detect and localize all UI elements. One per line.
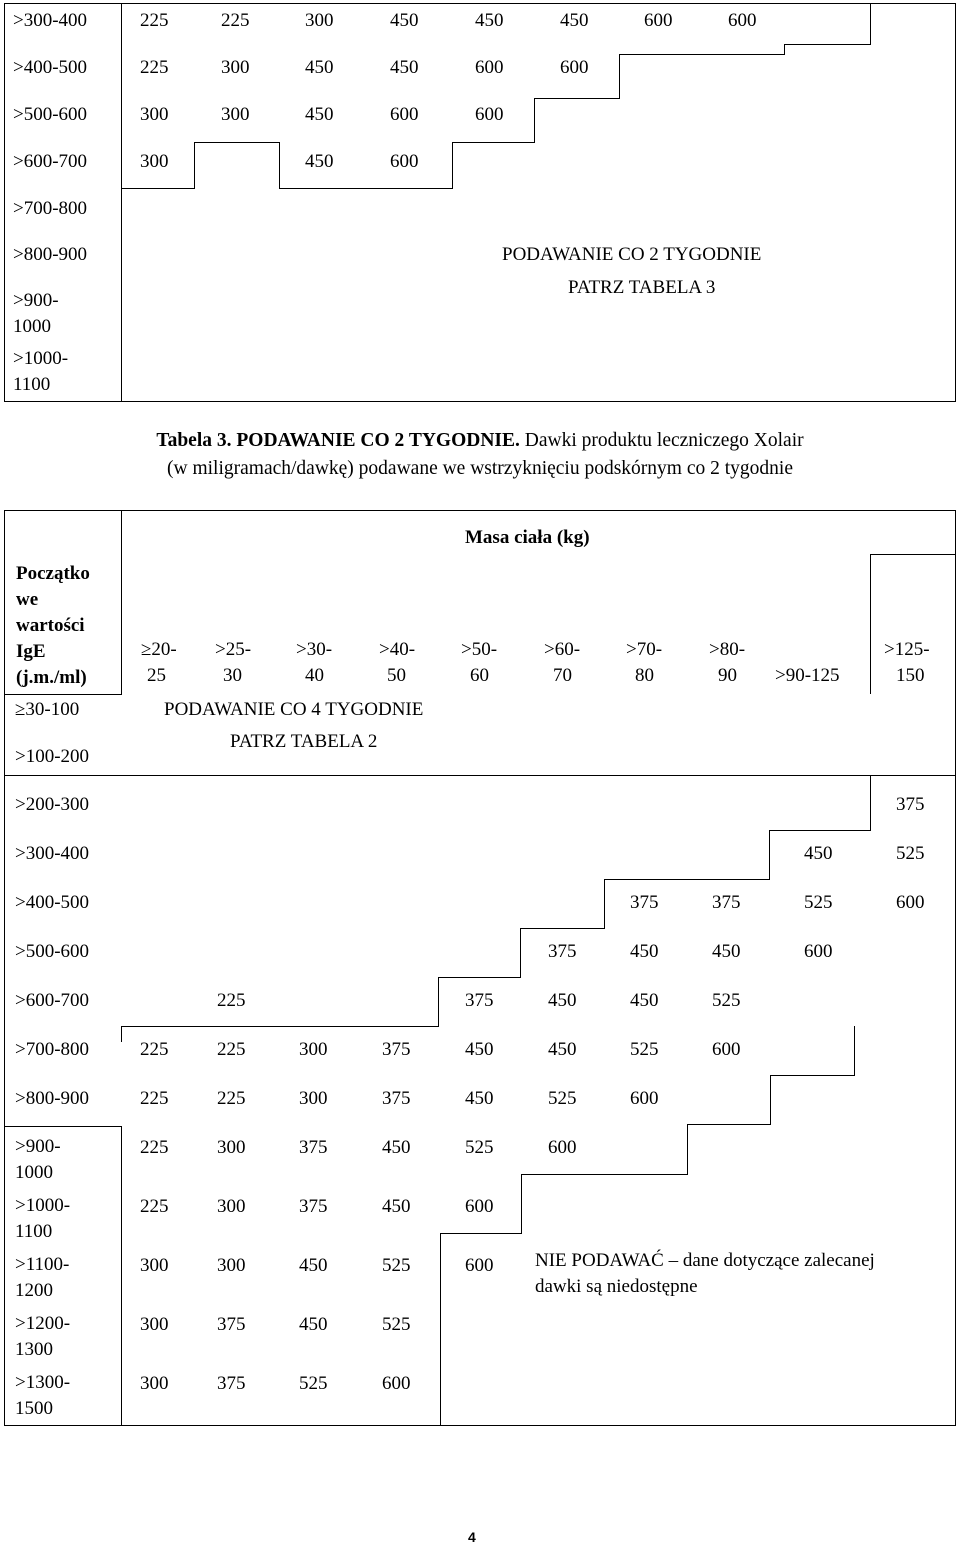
dose-cell: 600	[804, 941, 833, 962]
weight-column-header: >30-	[296, 639, 333, 660]
dose-cell: 375	[896, 794, 925, 815]
row-label: >600-700	[15, 990, 90, 1011]
stair-line	[194, 142, 280, 143]
stair-line	[604, 879, 605, 928]
weight-column-header: 25	[147, 665, 166, 686]
stair-line	[687, 1124, 688, 1174]
dose-cell: 375	[299, 1196, 328, 1217]
row-label: >300-400	[15, 843, 90, 864]
dose-cell: 225	[221, 10, 250, 31]
dose-cell: 375	[382, 1039, 411, 1060]
row-label: 1200	[15, 1280, 53, 1301]
table-3-caption	[0, 427, 960, 483]
row-header-line: Początko	[16, 563, 90, 584]
dose-cell: 525	[465, 1137, 494, 1158]
stair-line	[619, 54, 620, 98]
row-header-line: (j.m./ml)	[16, 667, 87, 688]
row-label: >1100-	[15, 1254, 70, 1275]
dose-cell: 300	[140, 1373, 169, 1394]
dose-cell: 300	[140, 1314, 169, 1335]
stair-line	[687, 1124, 771, 1125]
dose-cell: 525	[896, 843, 925, 864]
every-2-weeks-note: PODAWANIE CO 2 TYGODNIE	[502, 244, 762, 265]
stair-line	[194, 142, 195, 188]
dose-cell: 600	[390, 151, 419, 172]
no-dose-label: NIE PODAWAĆ	[535, 1250, 664, 1271]
stair-line	[520, 928, 521, 977]
dose-cell: 375	[217, 1373, 246, 1394]
no-dose-text: – dane dotyczące zalecanej dawki są niedostępne	[535, 1250, 875, 1297]
weight-column-header: 150	[896, 665, 925, 686]
dose-cell: 450	[560, 10, 589, 31]
no-dose-data-note	[535, 1248, 885, 1300]
dose-cell: 450	[382, 1137, 411, 1158]
dose-cell: 225	[217, 990, 246, 1011]
row-label: >400-500	[13, 57, 88, 78]
stair-line	[854, 1026, 855, 1075]
row-label: >200-300	[15, 794, 90, 815]
dose-cell: 600	[712, 1039, 741, 1060]
stair-line	[784, 44, 785, 54]
row-label: >100-200	[15, 746, 90, 767]
dose-cell: 450	[305, 57, 334, 78]
row-label: 1000	[15, 1162, 53, 1183]
row-label: 1500	[15, 1398, 53, 1419]
stair-line	[440, 1233, 441, 1426]
header-divider	[4, 694, 122, 695]
dose-cell: 450	[475, 10, 504, 31]
weight-column-header: 50	[387, 665, 406, 686]
dose-cell: 225	[140, 57, 169, 78]
row-label: >900-	[13, 290, 59, 311]
row-divider	[4, 775, 956, 776]
stair-line	[438, 977, 521, 978]
dose-cell: 375	[630, 892, 659, 913]
column-divider	[121, 1126, 122, 1426]
dose-cell: 525	[299, 1373, 328, 1394]
weight-column-header: >70-	[626, 639, 663, 660]
dose-cell: 225	[140, 10, 169, 31]
row-divider	[4, 1126, 122, 1127]
dose-cell: 450	[630, 941, 659, 962]
dose-cell: 450	[299, 1255, 328, 1276]
row-label: 1100	[15, 1221, 53, 1242]
dose-cell: 375	[465, 990, 494, 1011]
dose-cell: 600	[644, 10, 673, 31]
stair-line	[121, 1026, 439, 1027]
caption-subtitle: (w miligramach/dawkę) podawane we wstrzyknięciu podskórnym co 2 tygodnie	[167, 458, 793, 479]
dose-cell: 450	[630, 990, 659, 1011]
dose-cell: 600	[475, 57, 504, 78]
weight-column-header: 60	[470, 665, 489, 686]
dose-cell: 450	[382, 1196, 411, 1217]
row-label: 1100	[13, 374, 51, 395]
stair-line	[769, 830, 770, 879]
column-group-header: Masa ciała (kg)	[465, 527, 590, 548]
weight-column-header: >40-	[379, 639, 416, 660]
stair-line	[438, 977, 439, 1026]
dose-cell: 525	[548, 1088, 577, 1109]
stair-line	[521, 1174, 522, 1233]
weight-column-header: 40	[305, 665, 324, 686]
table-border	[4, 3, 956, 4]
weight-column-header: 90	[718, 665, 737, 686]
dose-cell: 450	[804, 843, 833, 864]
row-label: >500-600	[15, 941, 90, 962]
caption-text: Dawki produktu leczniczego Xolair	[519, 430, 804, 451]
dose-cell: 450	[548, 1039, 577, 1060]
weight-column-header: >25-	[215, 639, 252, 660]
column-divider	[121, 510, 122, 694]
stair-line	[440, 1233, 522, 1234]
caption-title: Tabela 3. PODAWANIE CO 2 TYGODNIE.	[156, 430, 520, 451]
dose-cell: 225	[217, 1039, 246, 1060]
stair-line	[619, 54, 785, 55]
dose-cell: 225	[140, 1039, 169, 1060]
row-label: >400-500	[15, 892, 90, 913]
weight-column-header: >90-125	[775, 665, 840, 686]
dose-cell: 450	[465, 1039, 494, 1060]
stair-line	[121, 1026, 122, 1042]
dose-cell: 600	[475, 104, 504, 125]
dose-cell: 300	[217, 1196, 246, 1217]
dose-cell: 450	[390, 57, 419, 78]
dose-cell: 450	[390, 10, 419, 31]
stair-line	[520, 928, 605, 929]
dose-cell: 375	[712, 892, 741, 913]
table-border	[4, 3, 5, 402]
stair-line	[279, 142, 280, 188]
stair-line	[279, 188, 453, 189]
weight-column-header: 80	[635, 665, 654, 686]
row-label: 1300	[15, 1339, 53, 1360]
see-table-2-note: PATRZ TABELA 2	[230, 731, 378, 752]
table-border	[4, 401, 956, 402]
stair-line	[770, 1075, 771, 1124]
row-label: >1000-	[13, 348, 69, 369]
stair-line	[534, 98, 620, 99]
dose-cell: 600	[630, 1088, 659, 1109]
dose-cell: 450	[299, 1314, 328, 1335]
row-label: ≥30-100	[15, 699, 80, 720]
stair-line	[452, 142, 535, 143]
row-label: >600-700	[13, 151, 88, 172]
weight-column-header: >125-	[884, 639, 930, 660]
dose-cell: 525	[804, 892, 833, 913]
dose-cell: 450	[305, 151, 334, 172]
dose-cell: 525	[382, 1314, 411, 1335]
dose-cell: 300	[305, 10, 334, 31]
dose-cell: 375	[217, 1314, 246, 1335]
stair-line	[604, 879, 770, 880]
dose-cell: 375	[299, 1137, 328, 1158]
page-number: 4	[468, 1529, 476, 1545]
weight-column-header: ≥20-	[141, 639, 177, 660]
row-label: >700-800	[13, 198, 88, 219]
row-label: >900-	[15, 1136, 61, 1157]
dose-cell: 300	[217, 1255, 246, 1276]
see-table-3-note: PATRZ TABELA 3	[568, 277, 716, 298]
weight-column-header: 30	[223, 665, 242, 686]
weight-column-header: >80-	[709, 639, 746, 660]
dose-cell: 375	[382, 1088, 411, 1109]
column-divider	[870, 554, 956, 555]
table-border	[955, 510, 956, 1426]
weight-column-header: >60-	[544, 639, 581, 660]
stair-line	[870, 3, 871, 44]
dose-cell: 375	[548, 941, 577, 962]
row-label: >300-400	[13, 10, 88, 31]
weight-column-header: >50-	[461, 639, 498, 660]
table-border	[4, 510, 956, 511]
dose-cell: 450	[465, 1088, 494, 1109]
dose-cell: 225	[140, 1196, 169, 1217]
dose-cell: 600	[390, 104, 419, 125]
dose-cell: 600	[560, 57, 589, 78]
row-label: >800-900	[13, 244, 88, 265]
dose-cell: 300	[221, 104, 250, 125]
dose-cell: 300	[217, 1137, 246, 1158]
row-label: >800-900	[15, 1088, 90, 1109]
row-header-line: wartości	[16, 615, 85, 636]
dose-cell: 225	[217, 1088, 246, 1109]
dose-cell: 450	[548, 990, 577, 1011]
stair-line	[521, 1174, 688, 1175]
dose-cell: 600	[465, 1196, 494, 1217]
dose-cell: 525	[630, 1039, 659, 1060]
dose-cell: 450	[712, 941, 741, 962]
dose-cell: 300	[299, 1088, 328, 1109]
stair-line	[769, 830, 871, 831]
dose-cell: 600	[382, 1373, 411, 1394]
table-border	[4, 510, 5, 1426]
row-header-line: IgE	[16, 641, 46, 662]
table-border	[955, 3, 956, 402]
dose-cell: 600	[728, 10, 757, 31]
row-label: >1000-	[15, 1195, 71, 1216]
dose-cell: 300	[299, 1039, 328, 1060]
dose-cell: 600	[896, 892, 925, 913]
column-divider	[121, 3, 122, 402]
dose-cell: 450	[305, 104, 334, 125]
dose-cell: 300	[140, 151, 169, 172]
every-4-weeks-note: PODAWANIE CO 4 TYGODNIE	[164, 699, 424, 720]
row-header-line: we	[16, 589, 39, 610]
stair-line	[870, 775, 871, 830]
dose-cell: 525	[382, 1255, 411, 1276]
stair-line	[452, 142, 453, 188]
dose-cell: 300	[140, 104, 169, 125]
row-label: 1000	[13, 316, 51, 337]
dose-cell: 300	[140, 1255, 169, 1276]
stair-line	[784, 44, 871, 45]
row-label: >1300-	[15, 1372, 71, 1393]
row-label: >1200-	[15, 1313, 71, 1334]
row-label: >700-800	[15, 1039, 90, 1060]
stair-line	[534, 98, 535, 142]
column-divider	[870, 554, 871, 694]
stair-line	[770, 1075, 855, 1076]
dose-cell: 225	[140, 1088, 169, 1109]
dose-cell: 600	[465, 1255, 494, 1276]
weight-column-header: 70	[553, 665, 572, 686]
dose-cell: 600	[548, 1137, 577, 1158]
row-label: >500-600	[13, 104, 88, 125]
dose-cell: 225	[140, 1137, 169, 1158]
stair-line	[121, 188, 195, 189]
dose-cell: 525	[712, 990, 741, 1011]
table-border	[4, 1425, 956, 1426]
dose-cell: 300	[221, 57, 250, 78]
